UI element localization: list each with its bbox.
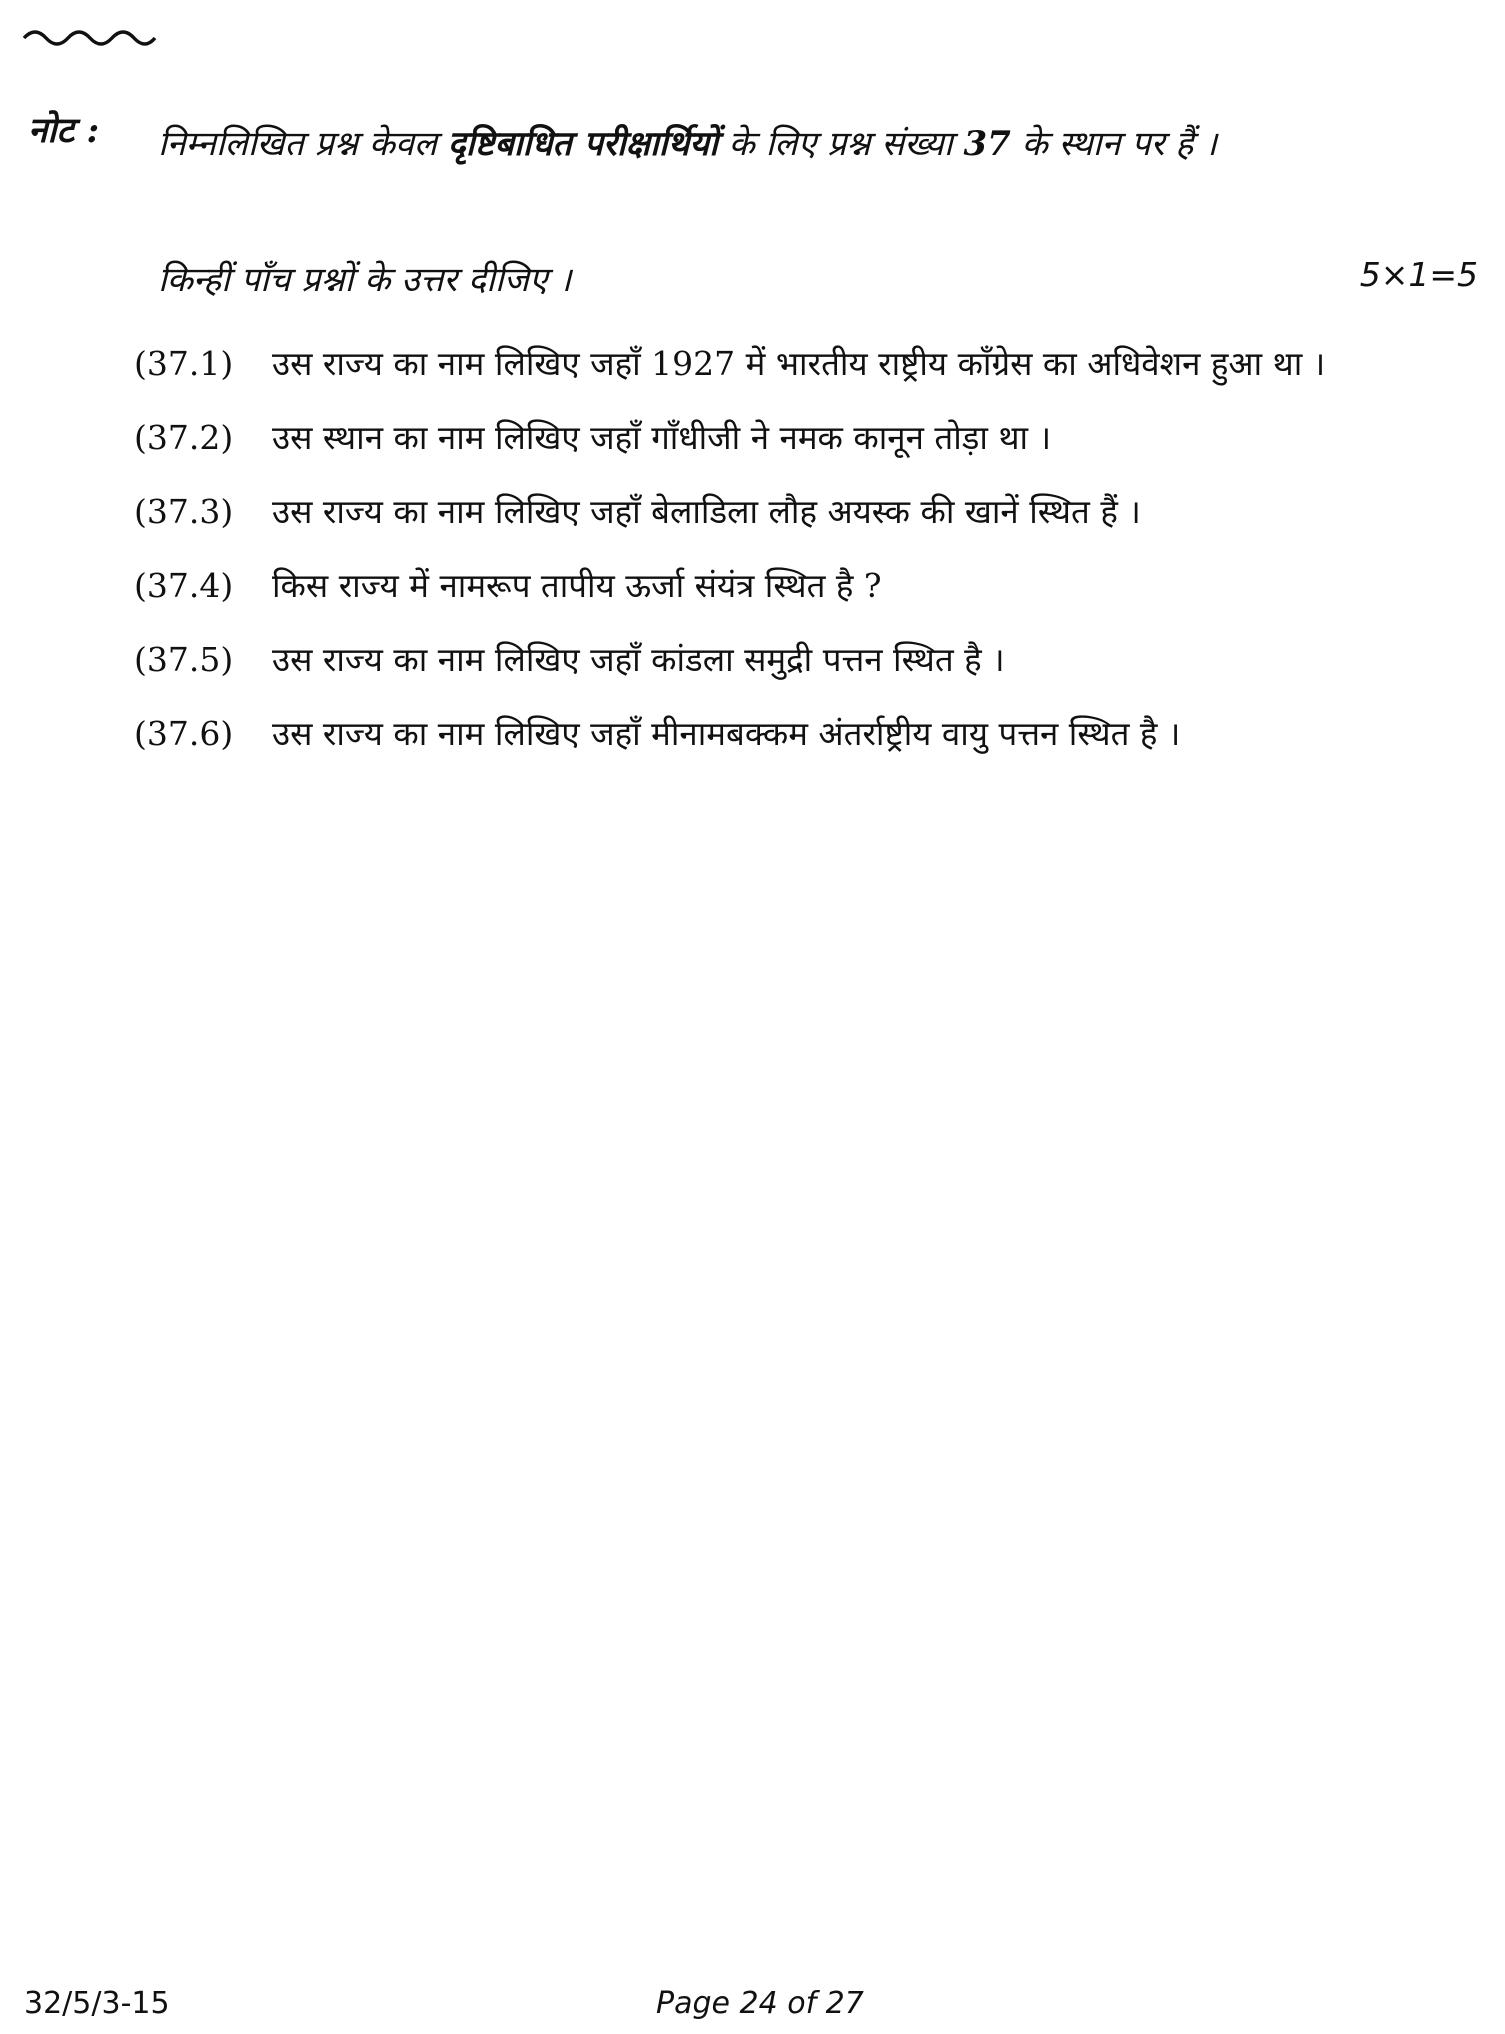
question-item [134,410,1404,466]
question-number: (37.6) [134,714,234,753]
question-number: (37.1) [134,344,234,383]
question-text: उस राज्य का नाम लिखिए जहाँ मीनामबक्कम अंतर्राष्ट्रीय वायु पत्तन स्थित है । [272,714,1181,753]
question-item [134,632,1404,688]
note-text-part1: निम्नलिखित प्रश्न केवल [158,124,448,164]
question-text: उस राज्य का नाम लिखिए जहाँ 1927 में भारतीय राष्ट्रीय काँग्रेस का अधिवेशन हुआ था । [272,344,1326,383]
question-number: (37.3) [134,492,234,531]
question-number: (37.2) [134,418,234,457]
question-text: किस राज्य में नामरूप तापीय ऊर्जा संयंत्र स्थित है ? [272,566,882,605]
question-item [134,706,1404,762]
question-item [134,558,1404,614]
note-text [158,106,1398,182]
question-item [134,336,1404,392]
note-text-bold-visually-impaired: दृष्टिबाधित परीक्षार्थियों [447,124,718,164]
question-text: उस स्थान का नाम लिखिए जहाँ गाँधीजी ने नमक कानून तोड़ा था । [272,418,1052,457]
question-text: उस राज्य का नाम लिखिए जहाँ कांडला समुद्री पत्तन स्थित है । [272,640,1005,679]
note-question-number: 37 [963,124,1011,164]
question-item [134,484,1404,540]
page-number: Page 24 of 27 [656,1986,864,2021]
question-number: (37.5) [134,640,234,679]
question-text: उस राज्य का नाम लिखिए जहाँ बेलाडिला लौह अयस्क की खानें स्थित हैं । [272,492,1141,531]
instruction-row [158,255,1478,301]
note-text-part2: के लिए प्रश्न संख्या [717,124,964,164]
instruction-text: किन्हीं पाँच प्रश्नों के उत्तर दीजिए । [158,260,572,300]
marks-allocation: 5×1=5 [1359,255,1478,294]
paper-code: 32/5/3-15 [24,1986,170,2021]
question-number: (37.4) [134,566,234,605]
question-list [134,336,1404,780]
note-text-part3: के स्थान पर हैं । [1010,124,1218,164]
squiggle-divider-icon [22,24,157,54]
note-label: नोट : [28,110,100,151]
